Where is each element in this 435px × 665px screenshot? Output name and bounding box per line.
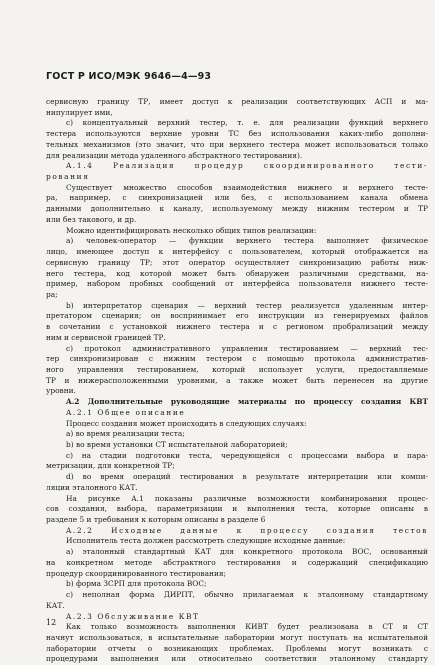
text-line: ляции эталонного КАТ. bbox=[46, 482, 138, 492]
text-line: ного управления тестированием, который использует услуги, предоставляемые bbox=[46, 364, 428, 374]
text-line: на конкретном методе абстрактного тестирования и содержащий спецификацию bbox=[46, 557, 428, 567]
text-line: пример, набором пробных сообщений от интерфейса пользователя нижнего тесте- bbox=[46, 279, 428, 289]
text-line: КАТ. bbox=[46, 600, 65, 610]
text-line: b) форма ЗСРП для протокола ВОС; bbox=[66, 579, 207, 589]
text-line: ра; bbox=[46, 289, 58, 299]
text-line: рования bbox=[46, 172, 90, 182]
text-line: c) неполная форма ДИРПТ, обычно прилагаемая к эталонному стандартному bbox=[66, 590, 428, 600]
text-line: в сочетании с установкой нижнего тестера и с регионом пробрализаций между bbox=[46, 322, 428, 332]
text-line: нипулирует ими, bbox=[46, 107, 113, 117]
text-line: Существует множество способов взаимодействия нижнего и верхнего тесте- bbox=[66, 182, 428, 192]
text-line: A.2.3 Обслуживание КВТ bbox=[66, 611, 200, 621]
text-line: a) человек-оператор — функции верхнего тестера выполняет физическое bbox=[66, 236, 428, 246]
text-line: Как только возможность выполнения КИВТ будет реализована в СТ и СТ bbox=[66, 622, 428, 632]
text-line: лицо, имеющее доступ к интерфейсу с пользователем, который отображается на bbox=[46, 247, 428, 257]
text-line: сервисную границу ТР; этот оператор осуществляет синхронизацию работы ниж- bbox=[46, 257, 428, 267]
page-body bbox=[46, 97, 428, 665]
text-line: претатором сценария; он воспринимает его инструкции из генерируемых файлов bbox=[46, 311, 428, 321]
text-line: данными дополнительно к каналу, используемому между нижним тестером и ТР bbox=[46, 204, 428, 214]
text-line: ним и сервисной границей ТР. bbox=[46, 332, 166, 342]
text-line: Исполнитель теста должен рассмотреть следующие исходные данные: bbox=[66, 536, 346, 546]
page-number: 12 bbox=[46, 618, 57, 627]
text-line: b) во время установки СТ испытательной лабораторией; bbox=[66, 440, 288, 449]
text-line: него тестера, код которой может быть обнаружен различными средствами, на- bbox=[46, 268, 428, 278]
text-line: b) интерпретатор сценария — верхний тестер реализуется удаленным интер- bbox=[66, 300, 428, 310]
text-line: ра, например, с синхронизацией или без, с использованием канала обмена bbox=[46, 193, 428, 203]
text-line: метризации, для конкретной ТР; bbox=[46, 461, 175, 471]
text-line: тер синхронизирован с нижним тестером с помощью протокола административ- bbox=[46, 354, 428, 364]
text-line: c) на стадии подготовки теста, чередующейся с процессами выбора и пара- bbox=[66, 450, 428, 460]
text-line: тестера используются верхние уровни ТС без использования каких-либо дополни- bbox=[46, 129, 428, 139]
text-line: A.2 Дополнительные руководящие материалы по процессу создания КВТ bbox=[66, 397, 428, 407]
text-line: c) концептуальный верхний тестер, т. е. для реализации функций верхнего bbox=[66, 118, 428, 128]
text-line: для реализации метода удаленного абстрактного тестирования). bbox=[46, 150, 303, 160]
text-line: Процесс создания может происходить в следующих случаях: bbox=[66, 418, 307, 428]
text-line: тельных механизмов (это значит, что при верхнего тестера может использоваться только bbox=[46, 139, 428, 149]
text-line: A.2.1 Общее описание bbox=[66, 407, 186, 417]
text-line: уровни. bbox=[46, 386, 76, 396]
text-line: или без такового, и др. bbox=[46, 214, 137, 224]
running-header: ГОСТ Р ИСО/МЭК 9646—4—93 bbox=[46, 71, 212, 82]
text-line: начнут использоваться, в испытательные лаборатории могут поступать на испытательной bbox=[46, 632, 428, 642]
text-line: ТР и нижерасположенными уровнями, а также может быть перенесен на другие bbox=[46, 375, 428, 385]
text-line: c) протокол административного управления тестированием — верхний тес- bbox=[66, 343, 428, 353]
text-line: сов создания, выбора, параметризации и выполнения теста, которые описаны в bbox=[46, 504, 428, 514]
text-line: A.1.4 Реализация процедур скоординированного тести- bbox=[66, 161, 428, 171]
text-line: a) во время реализации теста; bbox=[66, 429, 185, 439]
text-line: Можно идентифицировать несколько общих типов реализации: bbox=[66, 225, 317, 235]
text-line: процедурами выполнения или относительно соответствия эталонному стандарту bbox=[46, 654, 428, 664]
text-line: процедур скоординированного тестирования; bbox=[46, 568, 227, 578]
text-line: лаборатории отчеты о возникающих проблемах. Проблемы могут возникать с bbox=[46, 643, 428, 653]
text-line: разделе 5 и требования к которым описаны в разделе 6 bbox=[46, 515, 266, 525]
text-line: A.2.2 Исходные данные к процессу создания тестов bbox=[66, 525, 428, 535]
text-line: a) эталонный стандартный КАТ для конкретного протокола ВОС, основанный bbox=[66, 547, 428, 557]
text-line: На рисунке А.1 показаны различные возможности комбинирования процес- bbox=[66, 493, 428, 503]
text-line: d) во время операций тестирования в результате интерпретации или компи- bbox=[66, 472, 428, 482]
text-line: сервисную границу ТР, имеет доступ к реализации соответствующих АСП и ма- bbox=[46, 97, 428, 106]
